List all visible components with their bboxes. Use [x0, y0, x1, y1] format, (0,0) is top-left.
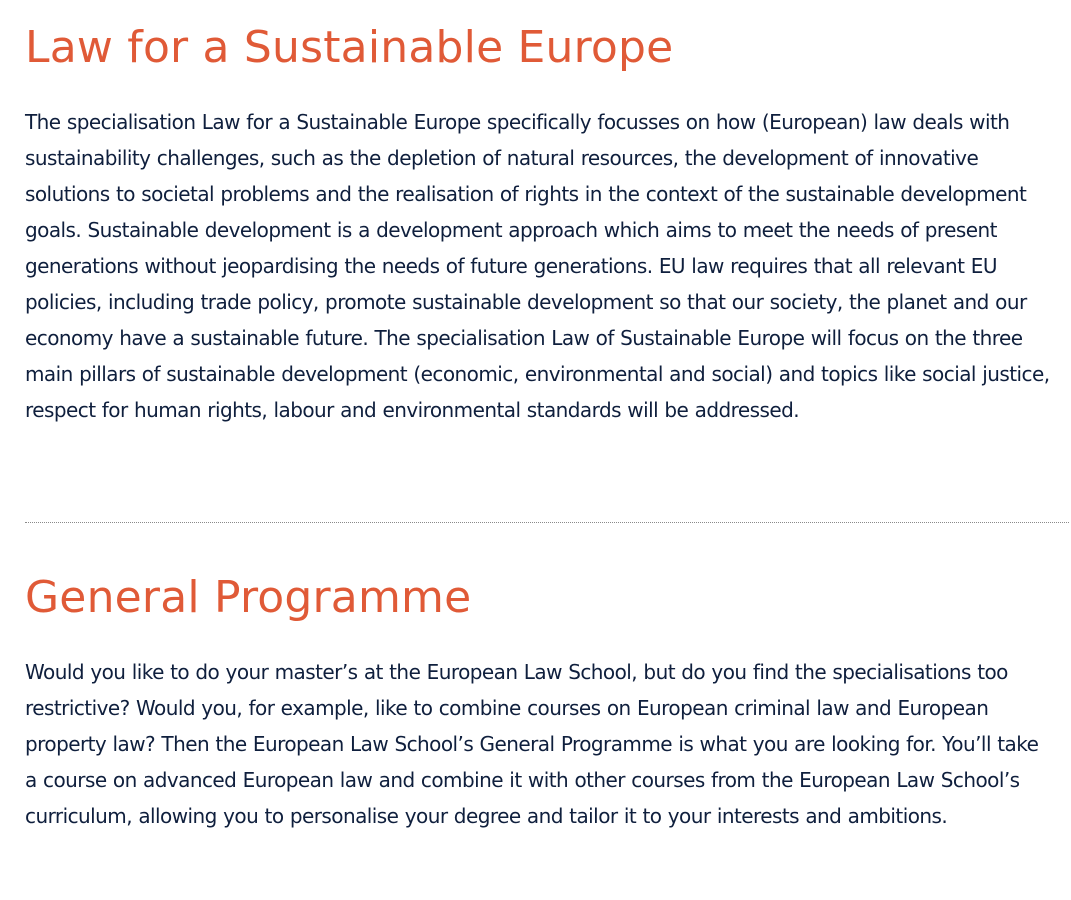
section-paragraph-sustainable-europe: The specialisation Law for a Sustainable Europe specifically focusses on how (European) law deals with sustainability challenges, such as the depletion of natural resources, the development of innovative solutions to societal problems and the realisation of rights in the context of the sustainable development goals. Sustainable development is a development approach which aims to meet the needs of present generations without jeopardising the needs of future generations. EU law requires that all relevant EU policies, including trade policy, promote sustainable development so that our society, the planet and our economy have a sustainable future. The specialisation Law of Sustainable Europe will focus on the three main pillars of sustainable development (economic, environmental and social) and topics like social justice, respect for human rights, labour and environmental standards will be addressed.	[25, 110, 1050, 422]
section-paragraph-general-programme: Would you like to do your master’s at the European Law School, but do you find the specialisations too restrictive? Would you, for example, like to combine courses on European criminal law and European property law? Then the European Law School’s General Programme is what you are looking for. You’ll take a course on advanced European law and combine it with other courses from the European Law School’s curriculum, allowing you to personalise your degree and tailor it to your interests and ambitions.	[25, 660, 1039, 828]
section-title-general-programme: General Programme	[25, 572, 472, 623]
section-title-sustainable-europe: Law for a Sustainable Europe	[25, 22, 674, 73]
section-divider	[25, 522, 1069, 523]
